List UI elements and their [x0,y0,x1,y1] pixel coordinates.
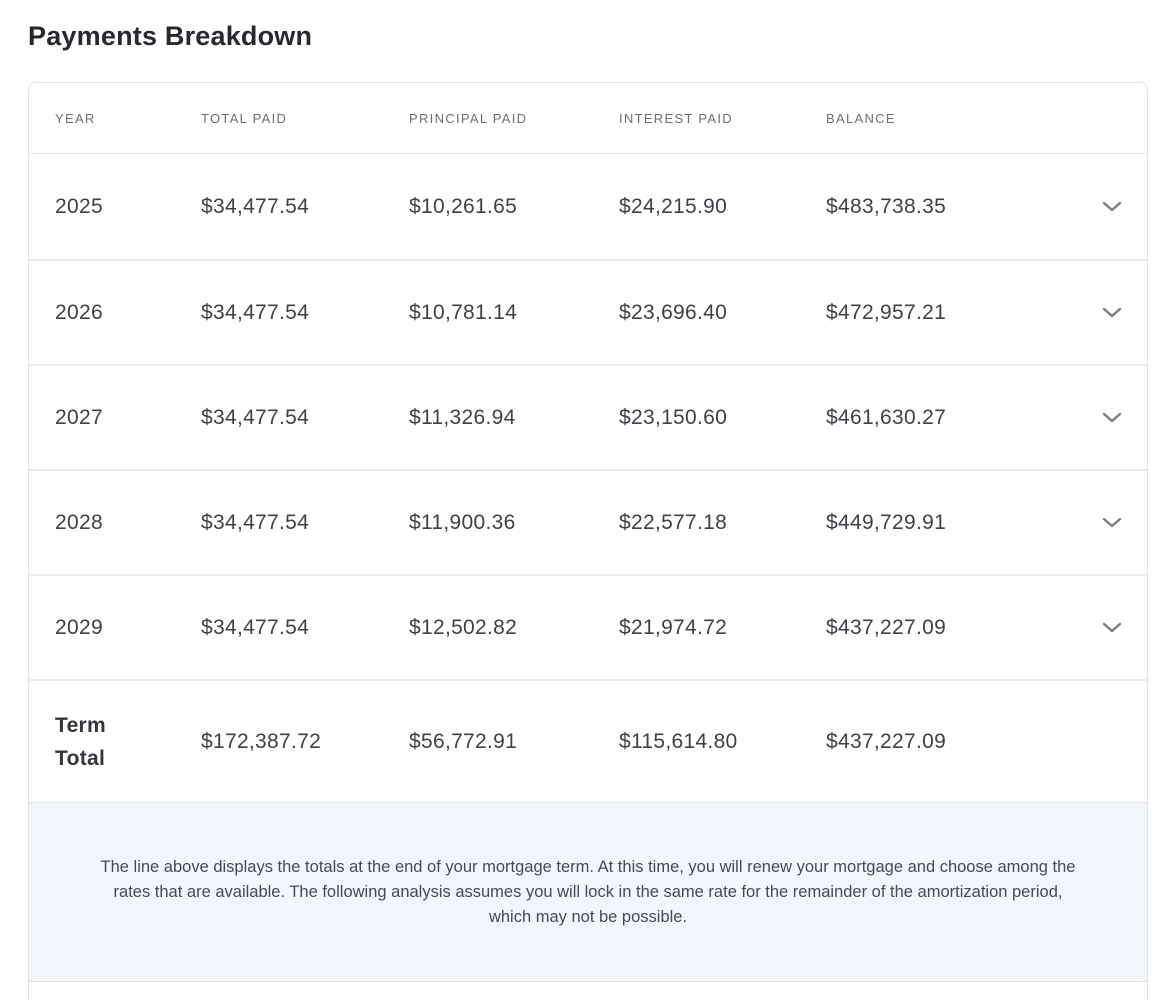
year-cell: 2026 [55,300,103,324]
balance-cell: $449,729.91 [826,510,947,534]
chevron-down-icon [1102,517,1122,528]
balance-cell: $461,630.27 [826,405,947,429]
balance-cell: $483,738.35 [826,194,947,218]
table-row-2026 [29,259,1147,364]
table-row-2025 [29,154,1147,259]
principal-paid-cell: $11,326.94 [409,405,516,429]
total-paid-cell: $34,477.54 [201,300,310,324]
principal-paid-cell: $10,261.65 [409,194,518,218]
balance-cell: $437,227.09 [826,615,947,639]
table-row-2027 [29,364,1147,469]
total-paid-cell: $34,477.54 [201,615,310,639]
principal-paid-cell: $56,772.91 [409,729,518,753]
interest-paid-cell: $23,150.60 [619,405,728,429]
principal-paid-cell: $12,502.82 [409,615,518,639]
year-cell: 2029 [55,615,103,639]
expand-row-button[interactable] [1092,398,1132,438]
expand-row-button[interactable] [1092,503,1132,543]
table-header-row [29,83,1147,154]
chevron-down-icon [1102,412,1122,423]
term-renewal-note-box [29,802,1147,981]
interest-paid-cell: $24,215.90 [619,194,728,218]
interest-paid-cell: $23,696.40 [619,300,728,324]
total-paid-cell: $34,477.54 [201,405,310,429]
year-cell: 2028 [55,510,103,534]
total-paid-cell: $34,477.54 [201,194,310,218]
interest-paid-cell: $115,614.80 [619,729,738,753]
payments-table [28,82,1148,1000]
term-renewal-note-text: The line above displays the totals at the end of your mortgage term. At this time, you will renew your mortgage and choose among the rates that are available. The following analysis assumes you will lock in the same rate for the remainder of the amortization period, which may not be possible. [100,857,1076,926]
principal-paid-cell: $10,781.14 [409,300,518,324]
column-header-year: YEAR [55,110,96,126]
expand-row-button[interactable] [1092,293,1132,333]
interest-paid-cell: $21,974.72 [619,615,728,639]
expand-row-button[interactable] [1092,608,1132,648]
table-row-2029 [29,574,1147,679]
column-header-interest-paid: INTEREST PAID [619,110,733,126]
chevron-down-icon [1102,307,1122,318]
total-paid-cell: $34,477.54 [201,510,310,534]
table-row-term-total [29,679,1147,802]
expand-row-button[interactable] [1092,187,1132,227]
chevron-down-icon [1102,201,1122,212]
year-cell: 2025 [55,194,103,218]
total-paid-cell: $172,387.72 [201,729,322,753]
year-cell: 2027 [55,405,103,429]
page-title: Payments Breakdown [28,21,313,51]
chevron-down-icon [1102,622,1122,633]
column-header-balance: BALANCE [826,110,896,126]
balance-cell: $437,227.09 [826,729,947,753]
principal-paid-cell: $11,900.36 [409,510,516,534]
next-section-partial-row [29,981,1147,1000]
term-total-label: Term Total [55,713,106,770]
column-header-total-paid: TOTAL PAID [201,110,288,126]
column-header-principal-paid: PRINCIPAL PAID [409,110,528,126]
interest-paid-cell: $22,577.18 [619,510,728,534]
table-row-2028 [29,469,1147,574]
balance-cell: $472,957.21 [826,300,947,324]
